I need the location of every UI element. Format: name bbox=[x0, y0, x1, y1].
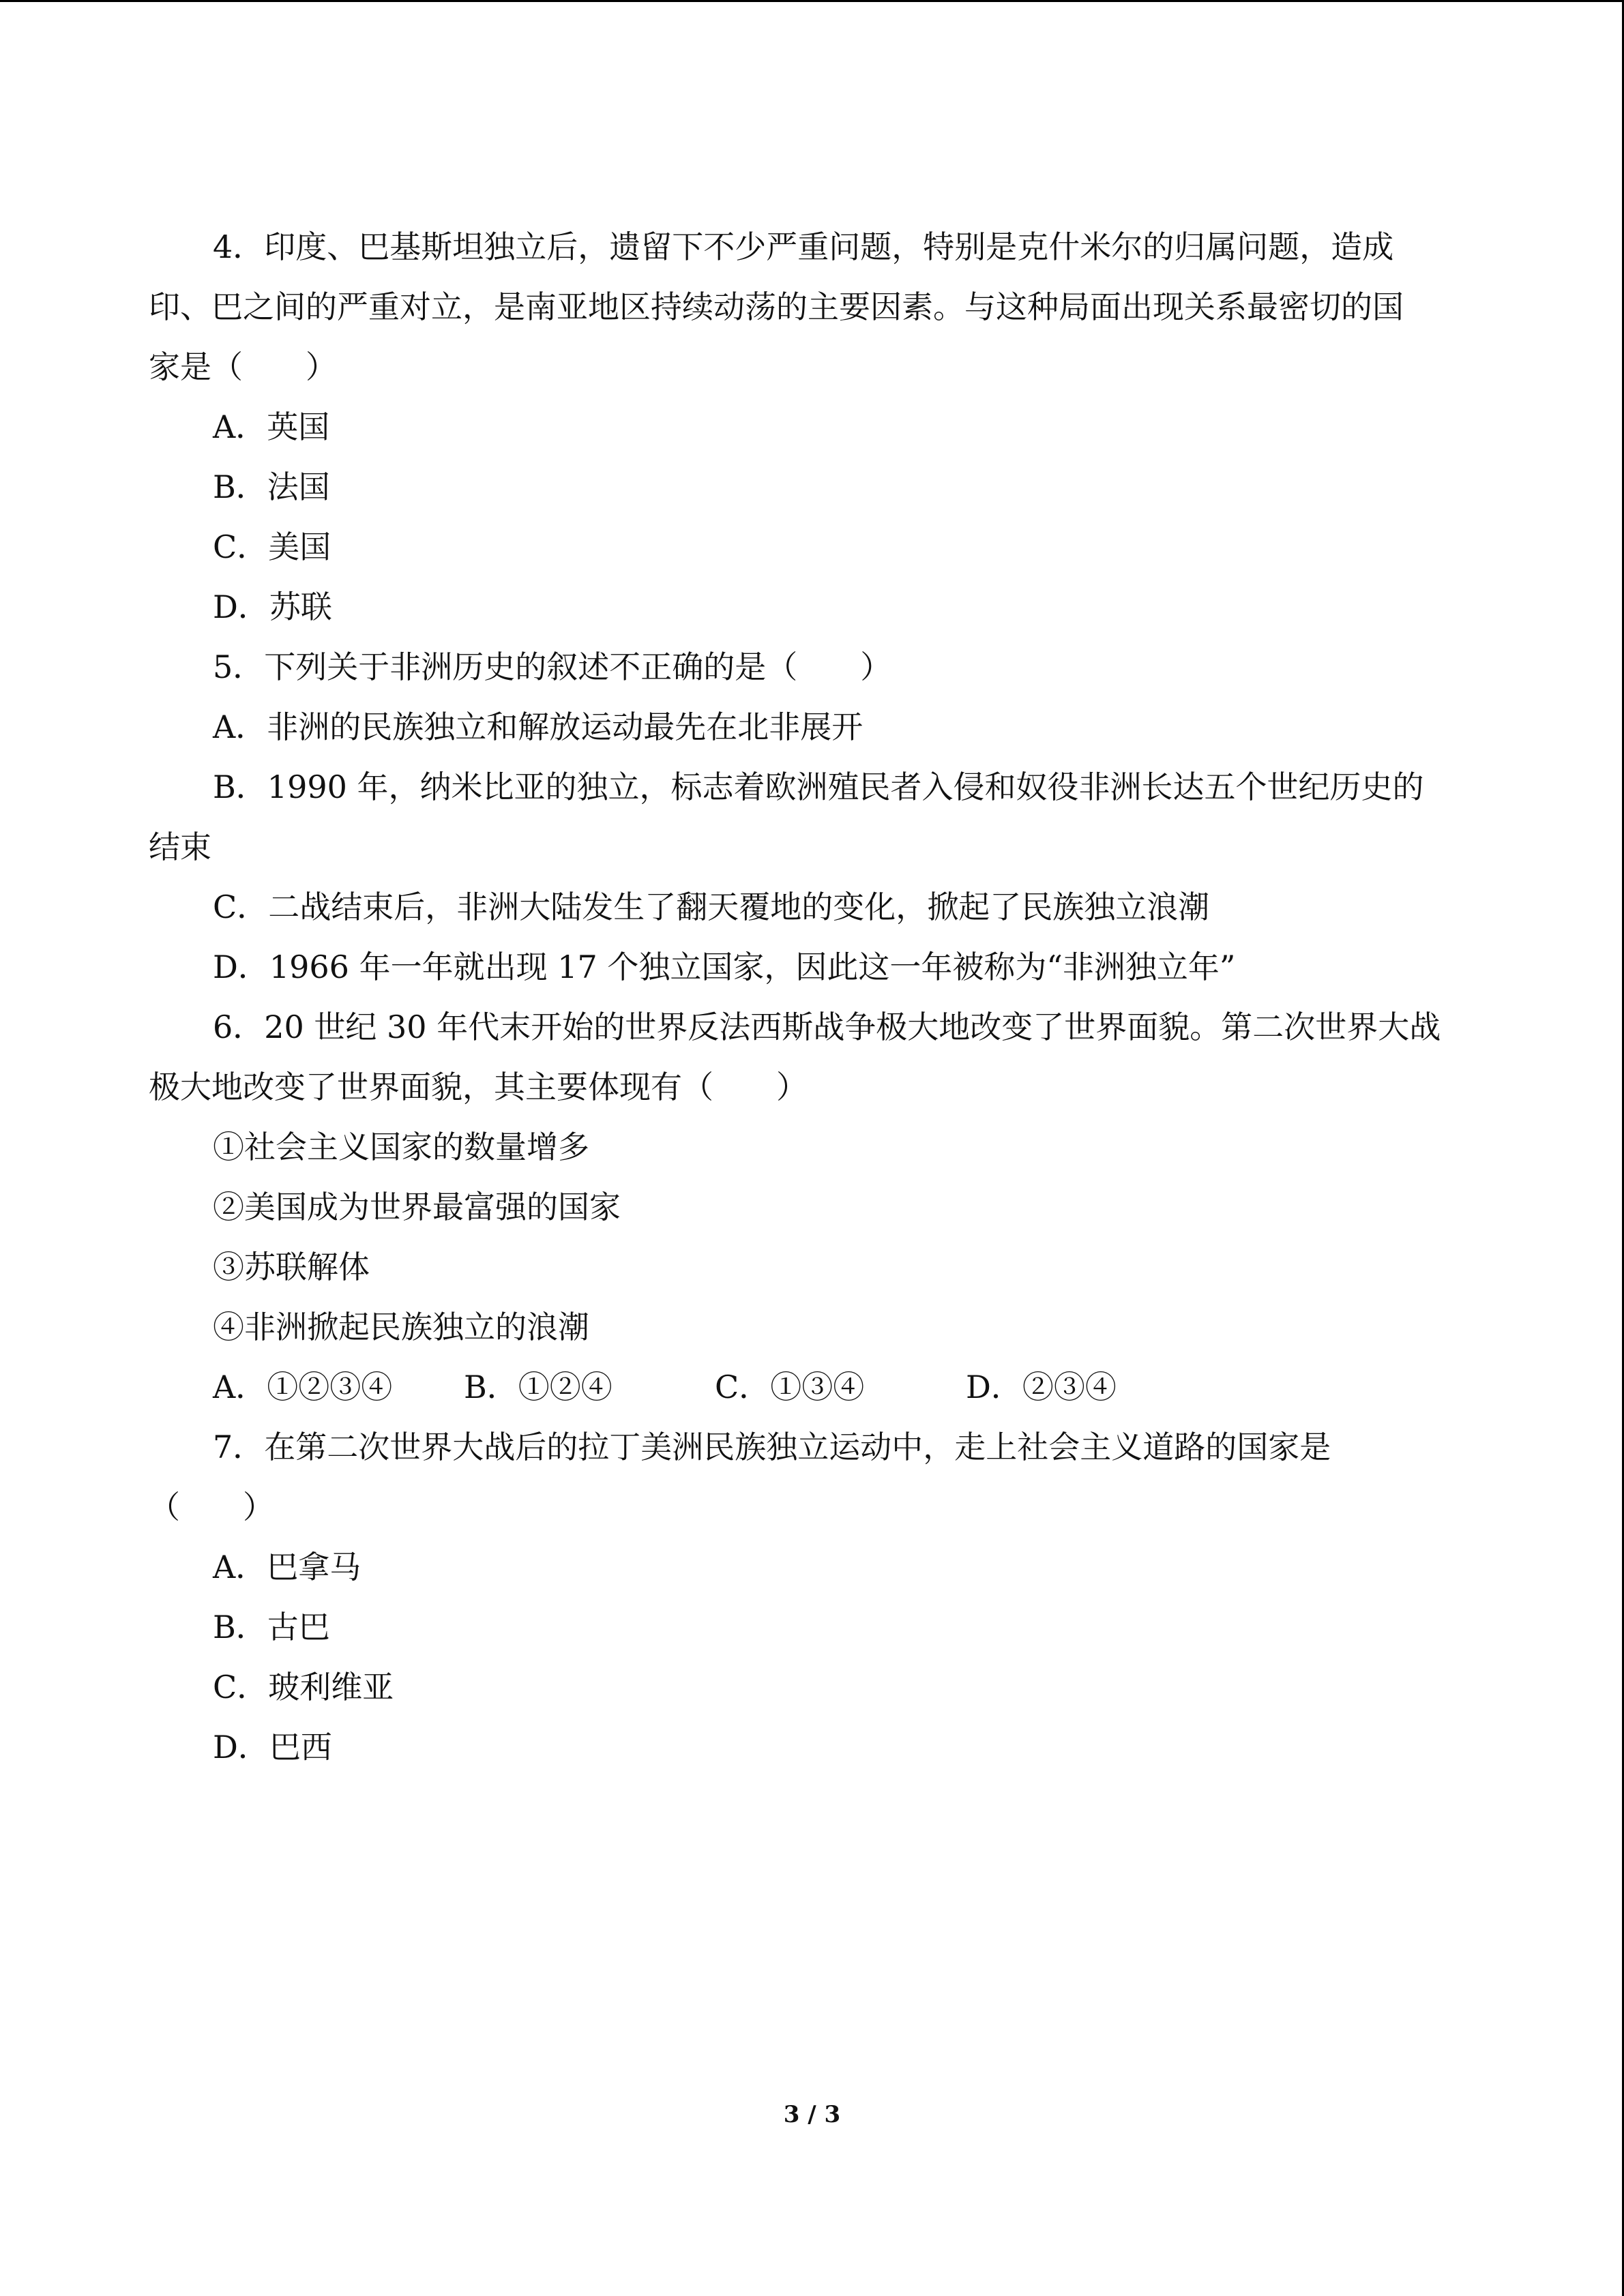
question-7-option-b: B．古巴 bbox=[213, 1609, 330, 1645]
question-content bbox=[149, 217, 1458, 1777]
question-5-option-d: D．1966 年一年就出现 17 个独立国家，因此这一年被称为“非洲独立年” bbox=[213, 949, 1236, 985]
question-4-option-c: C．美国 bbox=[213, 528, 331, 565]
question-7-option-d: D．巴西 bbox=[213, 1729, 332, 1765]
question-7-option-c: C．玻利维亚 bbox=[213, 1669, 394, 1705]
question-6-option-d: D．②③④ bbox=[966, 1369, 1117, 1405]
question-4-stem-line-1: 4．印度、巴基斯坦独立后，遗留下不少严重问题，特别是克什米尔的归属问题，造成 bbox=[213, 228, 1394, 265]
question-6-stem-line-1: 6．20 世纪 30 年代末开始的世界反法西斯战争极大地改变了世界面貌。第二次世界大战 bbox=[213, 1009, 1441, 1045]
question-6-option-b: B．①②④ bbox=[464, 1369, 612, 1405]
question-5-option-b-line-2: 结束 bbox=[149, 829, 211, 865]
question-4-option-a: A．英国 bbox=[213, 408, 330, 445]
question-4-option-d: D．苏联 bbox=[213, 588, 332, 625]
question-5 bbox=[149, 637, 1458, 997]
question-7 bbox=[149, 1417, 1458, 1777]
question-4-stem-line-3: 家是（ ） bbox=[149, 348, 337, 385]
question-6-option-c: C．①③④ bbox=[715, 1369, 865, 1405]
question-6-item-4: ④非洲掀起民族独立的浪潮 bbox=[213, 1309, 589, 1345]
page-number: 3 / 3 bbox=[783, 2101, 841, 2128]
question-6-item-2: ②美国成为世界最富强的国家 bbox=[213, 1189, 621, 1225]
question-6-option-a: A．①②③④ bbox=[213, 1369, 393, 1405]
question-4-stem-line-2: 印、巴之间的严重对立，是南亚地区持续动荡的主要因素。与这种局面出现关系最密切的国 bbox=[149, 288, 1404, 325]
question-5-option-b-line-1: B．1990 年，纳米比亚的独立，标志着欧洲殖民者入侵和奴役非洲长达五个世纪历史的 bbox=[213, 769, 1424, 805]
question-4-option-b: B．法国 bbox=[213, 468, 330, 505]
question-4 bbox=[149, 217, 1458, 637]
question-5-option-c: C．二战结束后，非洲大陆发生了翻天覆地的变化，掀起了民族独立浪潮 bbox=[213, 889, 1210, 925]
question-6-item-1: ①社会主义国家的数量增多 bbox=[213, 1129, 589, 1165]
question-6-options-row bbox=[149, 1357, 1458, 1417]
question-5-stem: 5．下列关于非洲历史的叙述不正确的是（ ） bbox=[213, 648, 892, 685]
question-7-stem-line-2: （ ） bbox=[149, 1489, 274, 1525]
question-6-item-3: ③苏联解体 bbox=[213, 1249, 370, 1285]
question-7-option-a: A．巴拿马 bbox=[213, 1549, 361, 1585]
question-6 bbox=[149, 997, 1458, 1417]
question-5-option-a: A．非洲的民族独立和解放运动最先在北非展开 bbox=[213, 709, 863, 745]
question-7-stem-line-1: 7．在第二次世界大战后的拉丁美洲民族独立运动中，走上社会主义道路的国家是 bbox=[213, 1429, 1331, 1465]
question-6-stem-line-2: 极大地改变了世界面貌，其主要体现有（ ） bbox=[149, 1069, 808, 1105]
